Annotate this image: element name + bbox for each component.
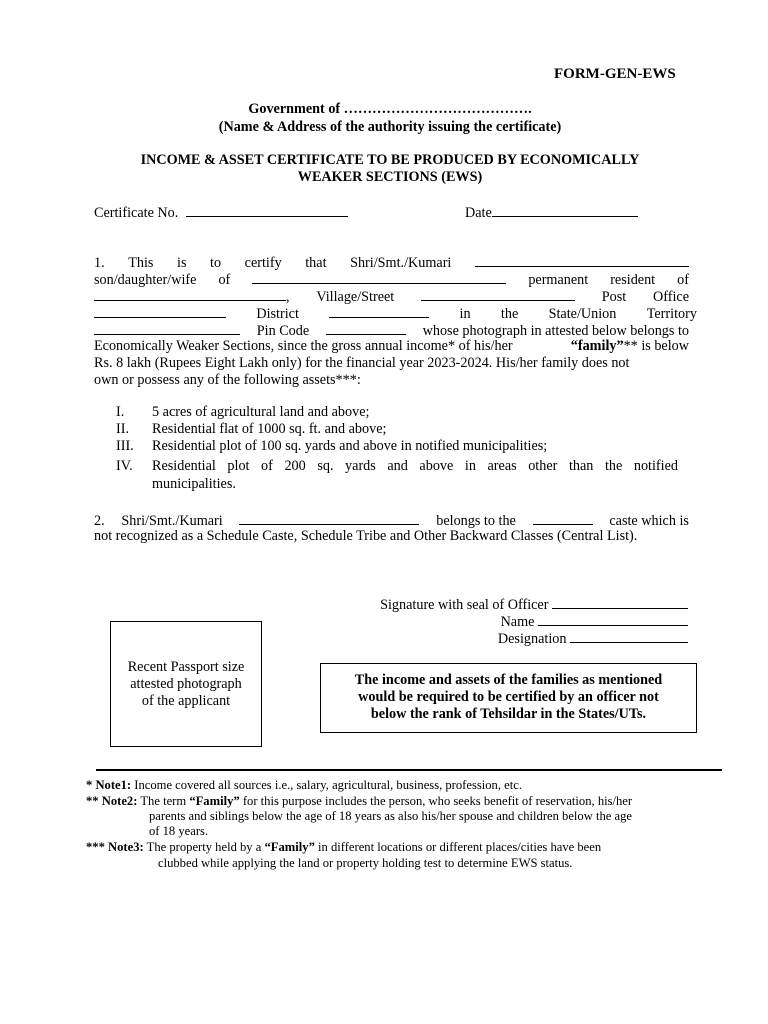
list-text: 5 acres of agricultural land and above;	[152, 404, 370, 420]
date-label: Date	[465, 205, 492, 221]
applicant-name-blank[interactable]	[475, 253, 689, 267]
para1-line7: Rs. 8 lakh (Rupees Eight Lakh only) for the financial year 2023-2024. His/her family does not	[94, 355, 630, 371]
post-office-blank[interactable]	[94, 304, 226, 318]
note-label: *** Note3:	[86, 840, 144, 854]
list-number: II.	[116, 421, 129, 437]
pin-code-label: Pin Code	[256, 323, 310, 339]
comma: ,	[286, 289, 290, 305]
list-number: III.	[116, 438, 134, 454]
para1-number: 1.	[94, 255, 105, 271]
word: that	[305, 255, 327, 271]
form-code: FORM-GEN-EWS	[554, 66, 676, 82]
word: caste which is	[609, 513, 689, 529]
note-text: The property held by a	[143, 840, 265, 854]
son-daughter-wife-label: son/daughter/wife	[94, 272, 197, 288]
officer-name-blank[interactable]	[538, 612, 688, 626]
designation-row	[498, 629, 688, 648]
family-term: “Family”	[264, 840, 315, 854]
para1-line6	[94, 338, 689, 355]
state-blank[interactable]	[94, 321, 240, 335]
para2-number: 2.	[94, 513, 105, 529]
word: is	[177, 255, 187, 271]
note-3	[86, 840, 690, 856]
word: Shri/Smt./Kumari	[121, 513, 223, 529]
date-row	[465, 203, 638, 222]
word: This	[128, 255, 154, 271]
note-2-line-2: parents and siblings below the age of 18 years as also his/her spouse and children below the age	[149, 809, 632, 823]
certificate-no-row	[94, 203, 348, 222]
photo-box-line: attested photograph	[130, 676, 242, 692]
word: of	[218, 272, 231, 288]
list-text-continued: municipalities.	[152, 476, 236, 492]
list-number: I.	[116, 404, 125, 420]
list-text: Residential flat of 1000 sq. ft. and above;	[152, 421, 387, 437]
word: Post	[601, 289, 627, 305]
authority-line: (Name & Address of the authority issuing the certificate)	[218, 119, 562, 135]
para1-text: Economically Weaker Sections, since the gross annual income* of his/her	[94, 338, 513, 354]
photo-box-line: of the applicant	[141, 693, 231, 709]
officer-note-line: below the rank of Tehsildar in the States/UTs.	[370, 706, 647, 722]
note-1	[86, 778, 690, 794]
photo-box-line: Recent Passport size	[127, 659, 245, 675]
officer-note-line: would be required to be certified by an officer not	[358, 689, 659, 705]
list-number: IV.	[116, 458, 133, 474]
note-text: for this purpose includes the person, who seeks benefit of reservation, his/her	[239, 794, 633, 808]
word: of	[677, 272, 689, 288]
note-label: * Note1:	[86, 778, 132, 792]
note-text: Income covered all sources i.e., salary, agricultural, business, profession, etc.	[131, 778, 522, 792]
note-label: ** Note2:	[86, 794, 138, 808]
note-text: The term	[137, 794, 190, 808]
village-street-blank[interactable]	[421, 287, 575, 301]
para2-name-blank[interactable]	[239, 511, 419, 525]
address-blank[interactable]	[94, 287, 286, 301]
para1-text: ** is below	[623, 338, 689, 354]
certificate-no-label: Certificate No.	[94, 205, 179, 221]
officer-note-line: The income and assets of the families as mentioned	[354, 672, 663, 688]
signature-blank[interactable]	[552, 595, 688, 609]
word: in	[459, 306, 471, 322]
designation-label: Designation	[497, 631, 567, 647]
parent-name-blank[interactable]	[252, 270, 506, 284]
word: belongs to the	[436, 513, 516, 529]
title-line-2: WEAKER SECTIONS (EWS)	[297, 169, 483, 185]
state-union-label: State/Union	[548, 306, 617, 322]
note-2	[86, 794, 690, 810]
government-of-line: Government of ………………………………….	[248, 101, 532, 117]
para1-text: whose photograph in attested below belongs to	[422, 323, 689, 339]
word: to	[210, 255, 222, 271]
notes-divider	[96, 769, 722, 771]
title-line-1: INCOME & ASSET CERTIFICATE TO BE PRODUCED BY ECONOMICALLY	[140, 152, 640, 168]
passport-photo-box[interactable]	[110, 621, 262, 747]
word: permanent	[528, 272, 589, 288]
list-text: Residential plot of 100 sq. yards and above in notified municipalities;	[152, 438, 548, 454]
note-text: in different locations or different places/cities have been	[314, 840, 602, 854]
para2-line2: not recognized as a Schedule Caste, Schedule Tribe and Other Backward Classes (Central List).	[94, 528, 638, 544]
date-blank[interactable]	[492, 203, 638, 217]
family-term: “family”	[570, 338, 624, 354]
word: the	[500, 306, 519, 322]
word: resident	[610, 272, 656, 288]
caste-blank[interactable]	[533, 511, 593, 525]
note-3-line-2: clubbed while applying the land or property holding test to determine EWS status.	[158, 856, 573, 870]
word: certify	[244, 255, 282, 271]
designation-blank[interactable]	[570, 629, 688, 643]
para1-line8: own or possess any of the following assets***:	[94, 372, 361, 388]
list-text: Residential plot of 200 sq. yards and above in areas other than the notified	[152, 458, 678, 474]
village-street-label: Village/Street	[316, 289, 395, 305]
officer-name-label: Name	[500, 614, 535, 630]
family-term: “Family”	[189, 794, 240, 808]
note-2-line-3: of 18 years.	[149, 824, 209, 838]
territory-label: Territory	[646, 306, 697, 322]
district-label: District	[256, 306, 299, 322]
word: Shri/Smt./Kumari	[350, 255, 452, 271]
pin-code-blank[interactable]	[326, 321, 406, 335]
signature-label: Signature with seal of Officer	[380, 597, 549, 613]
certificate-no-blank[interactable]	[186, 203, 348, 217]
district-blank[interactable]	[329, 304, 429, 318]
officer-note-box	[320, 663, 697, 733]
word: Office	[653, 289, 689, 305]
